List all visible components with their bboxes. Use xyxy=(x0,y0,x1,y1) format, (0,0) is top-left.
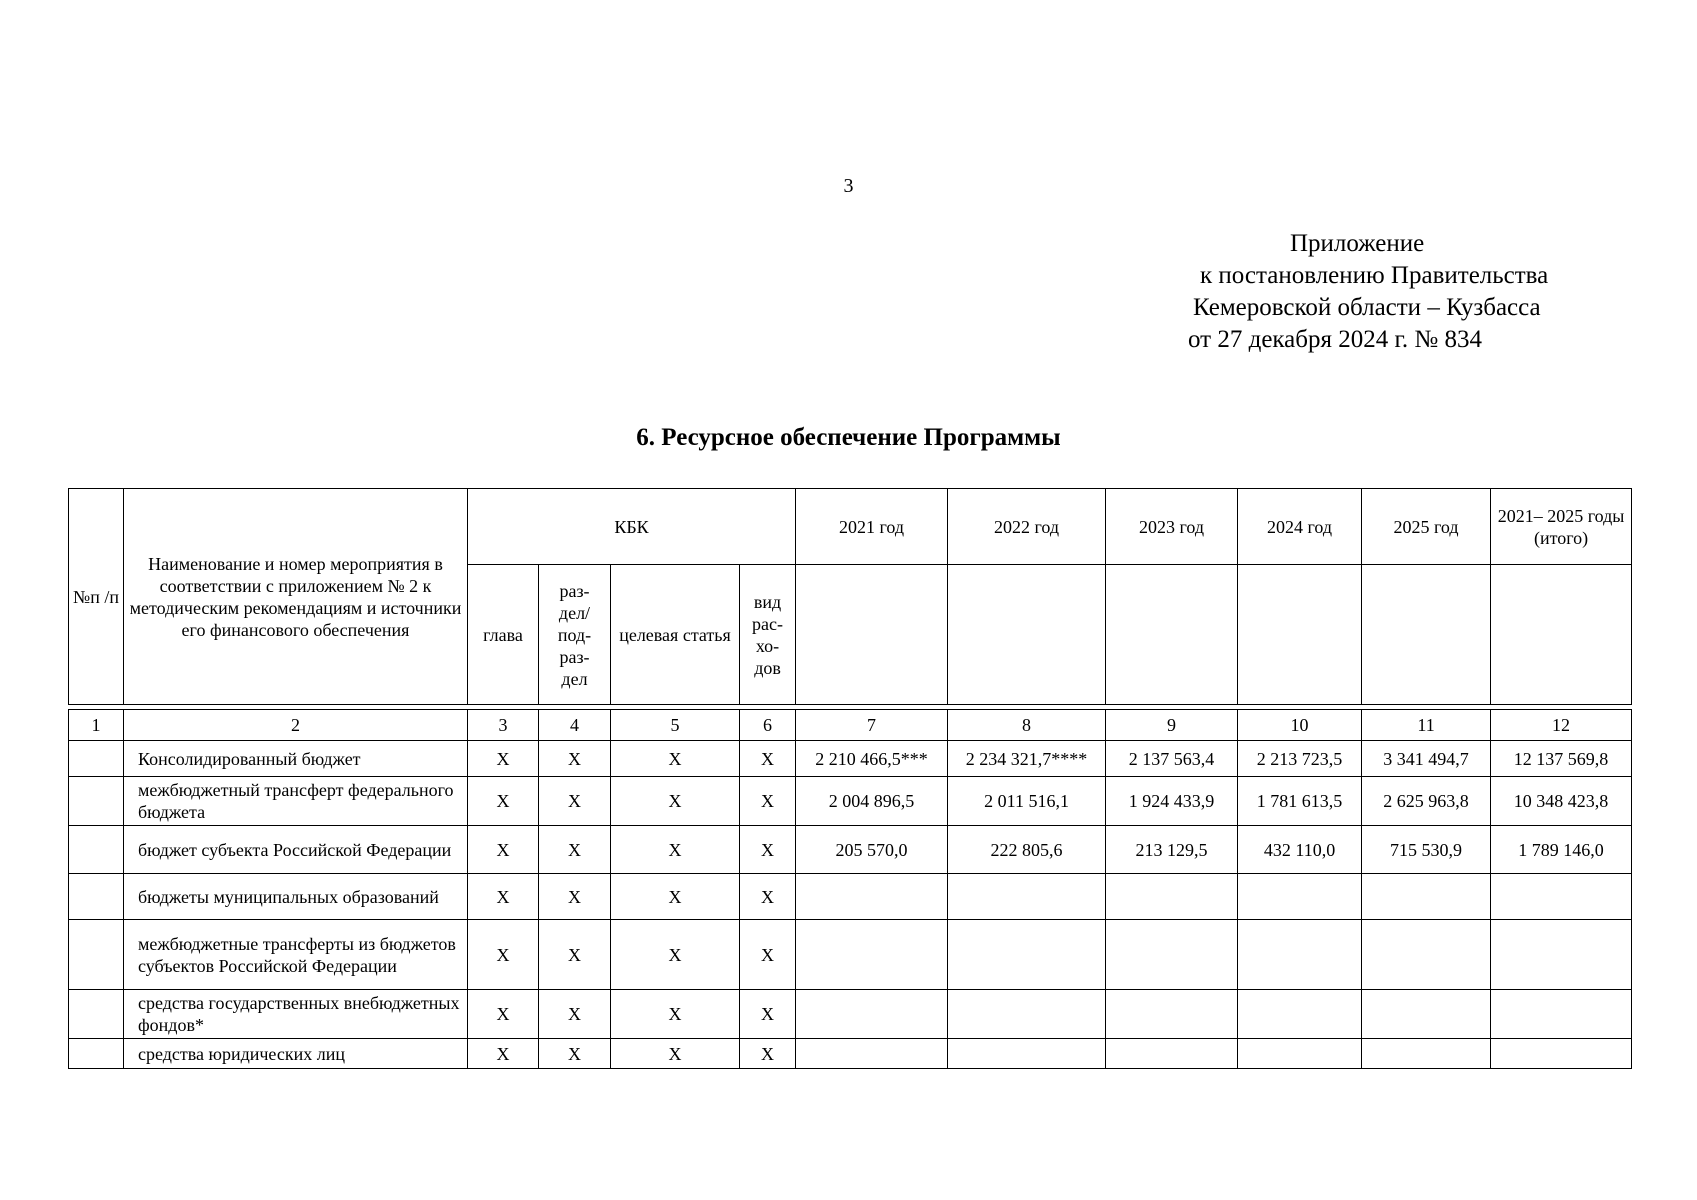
row-cell-razdel: X xyxy=(539,1039,611,1069)
row-cell-vid: X xyxy=(740,777,796,826)
header-2025: 2025 год xyxy=(1362,489,1491,565)
row-cell-y2024 xyxy=(1238,920,1362,990)
header-kbk-celevaya: целевая статья xyxy=(611,565,740,705)
row-cell-y2023: 2 137 563,4 xyxy=(1106,741,1238,777)
row-cell-vid: X xyxy=(740,741,796,777)
column-number: 5 xyxy=(611,710,740,741)
row-cell-y2021 xyxy=(796,1039,948,1069)
column-number: 1 xyxy=(69,710,124,741)
appendix-line-1: Приложение xyxy=(1290,230,1425,257)
header-2022: 2022 год xyxy=(948,489,1106,565)
row-cell-celevaya: X xyxy=(611,920,740,990)
row-cell-y2024 xyxy=(1238,990,1362,1039)
column-number: 6 xyxy=(740,710,796,741)
column-number: 11 xyxy=(1362,710,1491,741)
row-cell-glava: X xyxy=(468,990,539,1039)
row-cell-y2021 xyxy=(796,874,948,920)
row-cell-glava: X xyxy=(468,1039,539,1069)
column-number: 4 xyxy=(539,710,611,741)
header-kbk-vid: вид рас- хо- дов xyxy=(740,565,796,705)
column-number: 3 xyxy=(468,710,539,741)
row-cell-y2024: 2 213 723,5 xyxy=(1238,741,1362,777)
row-cell-y2021: 205 570,0 xyxy=(796,826,948,874)
row-cell-vid: X xyxy=(740,874,796,920)
header-2024: 2024 год xyxy=(1238,489,1362,565)
row-cell-vid: X xyxy=(740,990,796,1039)
row-cell-y2025 xyxy=(1362,1039,1491,1069)
resource-table xyxy=(68,488,1632,1069)
header-2021: 2021 год xyxy=(796,489,948,565)
row-cell-y2023 xyxy=(1106,1039,1238,1069)
header-name: Наименование и номер мероприятия в соответствии с приложением № 2 к методическим рекомендациям и источники его финансового обеспечения xyxy=(124,489,468,705)
row-cell-celevaya: X xyxy=(611,874,740,920)
column-number-row xyxy=(69,710,1632,741)
row-cell-y2025 xyxy=(1362,920,1491,990)
row-cell-y2021 xyxy=(796,990,948,1039)
row-cell-y2023 xyxy=(1106,920,1238,990)
row-cell-total xyxy=(1491,874,1632,920)
row-cell-razdel: X xyxy=(539,826,611,874)
row-cell-glava: X xyxy=(468,777,539,826)
row-cell-y2025: 3 341 494,7 xyxy=(1362,741,1491,777)
row-cell-y2023: 1 924 433,9 xyxy=(1106,777,1238,826)
table-row xyxy=(69,874,1632,920)
row-cell-y2024: 1 781 613,5 xyxy=(1238,777,1362,826)
row-cell-celevaya: X xyxy=(611,826,740,874)
header-2022-empty xyxy=(948,565,1106,705)
table-row xyxy=(69,920,1632,990)
header-kbk-razdel: раз- дел/ под- раз- дел xyxy=(539,565,611,705)
header-total: 2021– 2025 годы (итого) xyxy=(1491,489,1632,565)
row-num-cell xyxy=(69,990,124,1039)
header-kbk-glava: глава xyxy=(468,565,539,705)
row-cell-y2023: 213 129,5 xyxy=(1106,826,1238,874)
row-cell-y2022: 222 805,6 xyxy=(948,826,1106,874)
row-cell-y2022 xyxy=(948,1039,1106,1069)
row-cell-y2025: 715 530,9 xyxy=(1362,826,1491,874)
row-cell-total: 12 137 569,8 xyxy=(1491,741,1632,777)
row-cell-y2024 xyxy=(1238,1039,1362,1069)
table-row xyxy=(69,1039,1632,1069)
row-cell-y2025 xyxy=(1362,990,1491,1039)
row-cell-y2023 xyxy=(1106,990,1238,1039)
row-cell-y2024: 432 110,0 xyxy=(1238,826,1362,874)
page-number: 3 xyxy=(843,175,854,197)
table-row xyxy=(69,826,1632,874)
row-cell-y2023 xyxy=(1106,874,1238,920)
row-cell-y2022: 2 234 321,7**** xyxy=(948,741,1106,777)
table-row xyxy=(69,990,1632,1039)
row-name-cell: межбюджетный трансферт федерального бюджета xyxy=(124,777,468,826)
row-cell-razdel: X xyxy=(539,990,611,1039)
row-cell-celevaya: X xyxy=(611,777,740,826)
row-cell-razdel: X xyxy=(539,920,611,990)
row-num-cell xyxy=(69,826,124,874)
row-num-cell xyxy=(69,741,124,777)
header-2023: 2023 год xyxy=(1106,489,1238,565)
row-cell-y2025 xyxy=(1362,874,1491,920)
header-num: №п /п xyxy=(69,489,124,705)
row-cell-total xyxy=(1491,990,1632,1039)
row-name-cell: бюджет субъекта Российской Федерации xyxy=(124,826,468,874)
resource-table-wrapper xyxy=(68,488,1631,1069)
column-number: 9 xyxy=(1106,710,1238,741)
row-cell-y2021 xyxy=(796,920,948,990)
appendix-line-2: к постановлению Правительства xyxy=(1200,262,1549,289)
row-cell-y2025: 2 625 963,8 xyxy=(1362,777,1491,826)
header-2023-empty xyxy=(1106,565,1238,705)
row-cell-vid: X xyxy=(740,1039,796,1069)
row-cell-vid: X xyxy=(740,920,796,990)
column-number: 2 xyxy=(124,710,468,741)
row-cell-glava: X xyxy=(468,920,539,990)
table-row xyxy=(69,777,1632,826)
header-2021-empty xyxy=(796,565,948,705)
row-cell-total xyxy=(1491,1039,1632,1069)
row-cell-glava: X xyxy=(468,741,539,777)
header-2024-empty xyxy=(1238,565,1362,705)
table-row xyxy=(69,741,1632,777)
row-name-cell: Консолидированный бюджет xyxy=(124,741,468,777)
row-cell-y2021: 2 004 896,5 xyxy=(796,777,948,826)
section-title: 6. Ресурсное обеспечение Программы xyxy=(636,424,1061,451)
row-cell-glava: X xyxy=(468,826,539,874)
row-cell-y2021: 2 210 466,5*** xyxy=(796,741,948,777)
header-kbk: КБК xyxy=(468,489,796,565)
row-name-cell: средства юридических лиц xyxy=(124,1039,468,1069)
row-name-cell: межбюджетные трансферты из бюджетов субъектов Российской Федерации xyxy=(124,920,468,990)
column-number: 7 xyxy=(796,710,948,741)
row-cell-y2022 xyxy=(948,874,1106,920)
column-number: 8 xyxy=(948,710,1106,741)
row-name-cell: средства государственных внебюджетных фондов* xyxy=(124,990,468,1039)
row-cell-y2022: 2 011 516,1 xyxy=(948,777,1106,826)
row-cell-glava: X xyxy=(468,874,539,920)
row-cell-razdel: X xyxy=(539,741,611,777)
row-cell-celevaya: X xyxy=(611,1039,740,1069)
row-cell-y2024 xyxy=(1238,874,1362,920)
column-number: 12 xyxy=(1491,710,1632,741)
header-total-empty xyxy=(1491,565,1632,705)
table-body xyxy=(69,705,1632,1069)
row-cell-razdel: X xyxy=(539,777,611,826)
row-num-cell xyxy=(69,1039,124,1069)
row-cell-total: 1 789 146,0 xyxy=(1491,826,1632,874)
row-num-cell xyxy=(69,874,124,920)
row-cell-total: 10 348 423,8 xyxy=(1491,777,1632,826)
row-cell-vid: X xyxy=(740,826,796,874)
row-cell-celevaya: X xyxy=(611,741,740,777)
row-cell-total xyxy=(1491,920,1632,990)
row-cell-razdel: X xyxy=(539,874,611,920)
row-cell-y2022 xyxy=(948,920,1106,990)
row-cell-y2022 xyxy=(948,990,1106,1039)
column-number: 10 xyxy=(1238,710,1362,741)
header-2025-empty xyxy=(1362,565,1491,705)
appendix-block xyxy=(1180,228,1600,356)
appendix-line-4: от 27 декабря 2024 г. № 834 xyxy=(1188,326,1483,353)
row-num-cell xyxy=(69,920,124,990)
row-num-cell xyxy=(69,777,124,826)
appendix-line-3: Кемеровской области – Кузбасса xyxy=(1193,294,1541,321)
row-cell-celevaya: X xyxy=(611,990,740,1039)
row-name-cell: бюджеты муниципальных образований xyxy=(124,874,468,920)
